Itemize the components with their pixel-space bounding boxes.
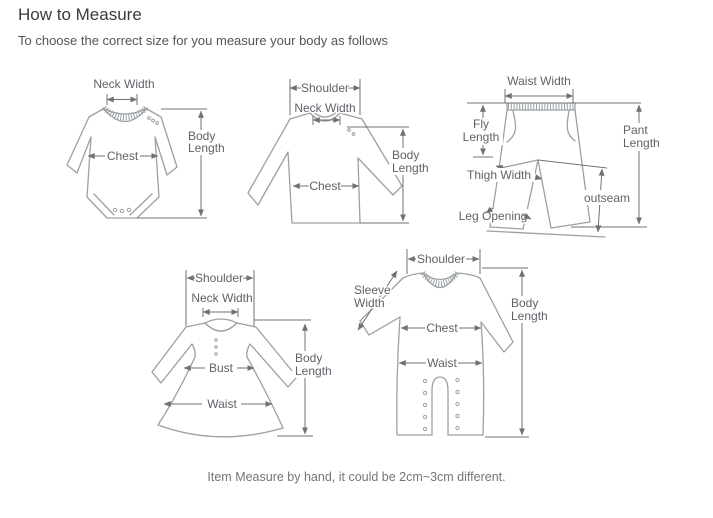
- romper-body-length-label-line1: Body: [511, 296, 539, 310]
- bodysuit-garment-outline: [67, 108, 177, 218]
- tshirt-diagram: [245, 75, 440, 235]
- bodysuit-chest-label: Chest: [106, 149, 139, 163]
- tshirt-dimensions: [290, 79, 435, 223]
- page-subtitle: To choose the correct size for you measure your body as follows: [18, 33, 388, 48]
- tshirt-chest-label: Chest: [309, 179, 341, 193]
- dress-body-length-label-line1: Body: [295, 351, 323, 365]
- tshirt-garment-outline: [248, 111, 402, 223]
- dress-shoulder-label: Shoulder: [194, 271, 244, 285]
- pants-thigh-width-label: Thigh Width: [466, 168, 532, 182]
- dress-neck-width-label: Neck Width: [191, 291, 253, 305]
- bodysuit-neck-width-label: Neck Width: [93, 77, 155, 91]
- romper-waist-label: Waist: [427, 356, 457, 370]
- measurement-disclaimer: Item Measure by hand, it could be 2cm~3cm different.: [207, 470, 506, 484]
- pants-diagram: [455, 72, 710, 250]
- bodysuit-body-length-label-line2: Length: [188, 141, 225, 155]
- romper-sleeve-width-label-line1: Sleeve: [354, 283, 391, 297]
- dress-buttons: [215, 339, 218, 356]
- pants-pockets: [507, 111, 575, 142]
- tshirt-body-length-label-line2: Length: [392, 161, 429, 175]
- dress-waist-label: Waist: [207, 397, 237, 411]
- romper-diagram: [345, 245, 557, 445]
- bodysuit-diagram: [55, 75, 240, 235]
- bodysuit-shoulder-snaps: [148, 117, 159, 125]
- bodysuit-body-length-label-line1: Body: [188, 129, 216, 143]
- dress-body-length-label-line2: Length: [295, 364, 332, 378]
- romper-body-length-label-line2: Length: [511, 309, 548, 323]
- pants-outseam-label: outseam: [583, 191, 631, 205]
- romper-ribbed-collar: [423, 273, 457, 284]
- tshirt-shoulder-label: Shoulder: [300, 81, 350, 95]
- romper-shoulder-label: Shoulder: [416, 252, 466, 266]
- romper-sleeve-width-label-line2: Width: [354, 296, 385, 310]
- dress-dimensions: [164, 270, 338, 436]
- tshirt-neck-width-label: Neck Width: [294, 101, 356, 115]
- pants-fly-length-label-line1: Fly: [473, 117, 489, 131]
- pants-pant-length-label-line1: Pant: [623, 123, 648, 137]
- page-title: How to Measure: [18, 5, 142, 24]
- dress-diagram: [150, 260, 350, 465]
- bodysuit-dimensions: [88, 77, 227, 218]
- pants-waist-width-label: Waist Width: [507, 74, 571, 88]
- pants-dimensions: [457, 74, 665, 232]
- tshirt-body-length-label-line1: Body: [392, 148, 420, 162]
- pants-pant-length-label-line2: Length: [623, 136, 660, 150]
- tshirt-shoulder-buttons: [348, 129, 355, 136]
- dress-bust-label: Bust: [208, 361, 234, 375]
- pants-leg-opening-label: Leg Opening: [458, 209, 528, 223]
- romper-leg-snaps: [423, 378, 459, 430]
- pants-fly-length-label-line2: Length: [462, 130, 500, 144]
- bodysuit-crotch-snaps: [113, 208, 130, 212]
- dress-garment-outline: [152, 319, 297, 437]
- romper-chest-label: Chest: [426, 321, 458, 335]
